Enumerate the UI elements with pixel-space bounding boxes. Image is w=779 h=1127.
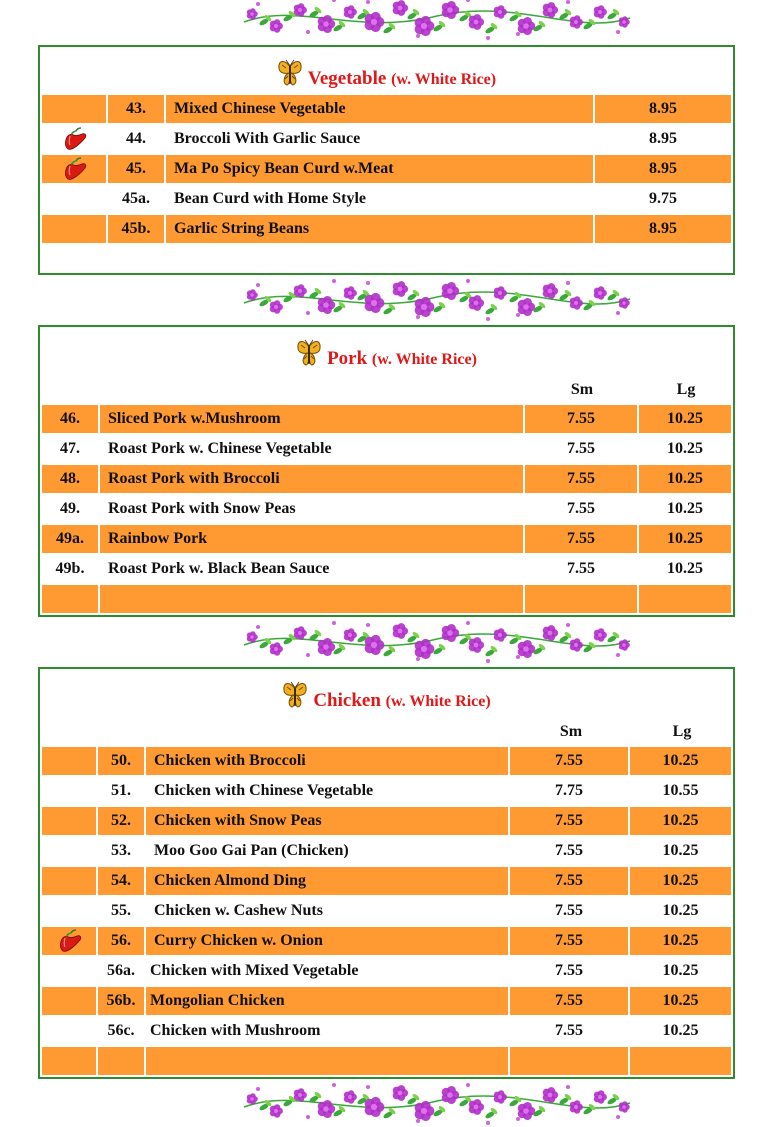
- item-price: 9.75: [649, 190, 677, 207]
- menu-row: [42, 957, 731, 985]
- item-name: Roast Pork with Broccoli: [100, 465, 523, 493]
- menu-row: [42, 777, 731, 805]
- item-number: [42, 585, 98, 613]
- price-large: [630, 1047, 731, 1075]
- price-large: 10.25: [630, 867, 731, 895]
- price-small: [510, 1047, 628, 1075]
- item-name: Chicken Almond Ding: [146, 867, 508, 895]
- item-number: 49a.: [42, 525, 98, 553]
- price-small: 7.55: [567, 440, 595, 457]
- item-number: 49.: [60, 500, 80, 517]
- column-header-lg: Lg: [676, 381, 696, 398]
- chili-pepper-icon: [60, 156, 88, 182]
- item-price: 8.95: [595, 95, 731, 123]
- menu-row: [42, 435, 731, 463]
- item-number: 45b.: [108, 215, 164, 243]
- item-name: Roast Pork with Snow Peas: [108, 500, 296, 517]
- price-small: 7.55: [525, 405, 637, 433]
- price-large: 10.25: [639, 525, 731, 553]
- section-subtitle: (w. White Rice): [371, 351, 477, 368]
- price-large: 10.25: [667, 440, 703, 457]
- price-large: 10.25: [662, 1022, 699, 1039]
- item-name: Garlic String Beans: [166, 215, 593, 243]
- menu-row: [42, 215, 731, 243]
- price-small: 7.55: [525, 525, 637, 553]
- item-number: 44.: [126, 130, 146, 147]
- item-number: 46.: [42, 405, 98, 433]
- item-name: Chicken with Chinese Vegetable: [154, 782, 374, 799]
- price-large: 10.25: [639, 465, 731, 493]
- spicy-cell: [42, 1017, 96, 1045]
- spicy-cell: [42, 777, 96, 805]
- price-small: 7.55: [510, 987, 628, 1015]
- butterfly-icon: [282, 681, 308, 709]
- pork-section: [38, 325, 735, 617]
- spicy-cell: [42, 957, 96, 985]
- menu-row: [42, 1017, 731, 1045]
- menu-row: [42, 927, 731, 955]
- spicy-cell: [42, 927, 96, 955]
- spicy-cell: [42, 987, 96, 1015]
- column-header-sm: Sm: [570, 381, 594, 398]
- menu-row: [42, 585, 731, 613]
- price-small: 7.55: [510, 927, 628, 955]
- spicy-cell: [42, 215, 106, 243]
- section-title: [40, 339, 733, 370]
- menu-row: [42, 807, 731, 835]
- item-name: Mongolian Chicken: [146, 987, 508, 1015]
- flower-garland-divider: [238, 1077, 636, 1127]
- item-name: Chicken with Mushroom: [150, 1022, 321, 1039]
- menu-row: [42, 95, 731, 123]
- item-number: 50.: [98, 747, 144, 775]
- price-small: [525, 585, 637, 613]
- section-subtitle: (w. White Rice): [391, 71, 497, 88]
- menu-row: [42, 155, 731, 183]
- price-small: 7.55: [525, 465, 637, 493]
- section-title-text: Chicken: [313, 690, 381, 711]
- price-small: 7.55: [567, 500, 595, 517]
- item-number: 47.: [60, 440, 80, 457]
- item-number: 48.: [42, 465, 98, 493]
- spicy-cell: [42, 155, 106, 183]
- item-name: Chicken with Broccoli: [146, 747, 508, 775]
- menu-row: [42, 185, 731, 213]
- spicy-cell: [42, 1047, 96, 1075]
- price-large: 10.25: [662, 902, 699, 919]
- chili-pepper-icon: [55, 928, 83, 954]
- item-number: 53.: [111, 842, 131, 859]
- item-number: 56a.: [107, 962, 135, 979]
- price-large: 10.55: [662, 782, 699, 799]
- flower-garland-divider: [238, 273, 636, 323]
- section-title-text: Pork: [327, 348, 368, 369]
- price-large: 10.25: [630, 987, 731, 1015]
- item-name: Chicken with Snow Peas: [146, 807, 508, 835]
- item-name: Chicken w. Cashew Nuts: [154, 902, 323, 919]
- item-price: 8.95: [595, 155, 731, 183]
- item-name: Mixed Chinese Vegetable: [166, 95, 593, 123]
- item-name: Sliced Pork w.Mushroom: [100, 405, 523, 433]
- item-number: 54.: [98, 867, 144, 895]
- item-number: 52.: [98, 807, 144, 835]
- price-large: 10.25: [630, 747, 731, 775]
- menu-row: [42, 747, 731, 775]
- price-small: 7.55: [567, 560, 595, 577]
- column-header-sm: Sm: [559, 723, 583, 740]
- spicy-cell: [42, 867, 96, 895]
- item-name: [146, 1047, 508, 1075]
- menu-row: [42, 555, 731, 583]
- spicy-cell: [42, 125, 106, 153]
- price-large: 10.25: [662, 842, 699, 859]
- item-name: Roast Pork w. Black Bean Sauce: [108, 560, 330, 577]
- butterfly-icon: [296, 339, 322, 367]
- item-number: [98, 1047, 144, 1075]
- flower-garland-divider: [238, 615, 636, 665]
- item-name: [100, 585, 523, 613]
- spicy-cell: [42, 747, 96, 775]
- column-header-lg: Lg: [672, 723, 692, 740]
- butterfly-icon: [277, 59, 303, 87]
- price-small: 7.55: [510, 807, 628, 835]
- item-number: 56b.: [98, 987, 144, 1015]
- flower-garland-divider: [238, 0, 636, 42]
- menu-row: [42, 897, 731, 925]
- item-name: Chicken with Mixed Vegetable: [150, 962, 359, 979]
- item-price: 8.95: [649, 130, 677, 147]
- chili-pepper-icon: [60, 126, 88, 152]
- spicy-cell: [42, 807, 96, 835]
- item-name: Moo Goo Gai Pan (Chicken): [154, 842, 349, 859]
- price-small: 7.75: [555, 782, 583, 799]
- item-name: Curry Chicken w. Onion: [146, 927, 508, 955]
- item-number: 45.: [108, 155, 164, 183]
- spicy-cell: [42, 95, 106, 123]
- item-number: 56c.: [107, 1022, 135, 1039]
- menu-row: [42, 465, 731, 493]
- price-small: 7.55: [555, 842, 583, 859]
- price-small: 7.55: [555, 902, 583, 919]
- menu-row: [42, 125, 731, 153]
- section-title-text: Vegetable: [307, 68, 387, 89]
- item-name: Ma Po Spicy Bean Curd w.Meat: [166, 155, 593, 183]
- chicken-section: [38, 667, 735, 1079]
- menu-row: [42, 987, 731, 1015]
- section-subtitle: (w. White Rice): [385, 693, 491, 710]
- price-large: 10.25: [630, 807, 731, 835]
- item-number: 43.: [108, 95, 164, 123]
- spicy-cell: [42, 897, 96, 925]
- spicy-cell: [42, 837, 96, 865]
- price-large: 10.25: [667, 500, 703, 517]
- price-large: [639, 585, 731, 613]
- item-number: 51.: [111, 782, 131, 799]
- price-small: 7.55: [510, 867, 628, 895]
- price-small: 7.55: [510, 747, 628, 775]
- item-name: Broccoli With Garlic Sauce: [174, 130, 361, 147]
- menu-row: [42, 405, 731, 433]
- vegetable-section: [38, 45, 735, 275]
- price-large: 10.25: [667, 560, 703, 577]
- item-number: 56.: [98, 927, 144, 955]
- spicy-cell: [42, 185, 106, 213]
- item-number: 55.: [111, 902, 131, 919]
- menu-row: [42, 495, 731, 523]
- item-price: 8.95: [595, 215, 731, 243]
- item-name: Roast Pork w. Chinese Vegetable: [108, 440, 332, 457]
- item-name: Rainbow Pork: [100, 525, 523, 553]
- item-number: 45a.: [122, 190, 150, 207]
- section-title: [40, 681, 733, 712]
- price-large: 10.25: [639, 405, 731, 433]
- menu-row: [42, 525, 731, 553]
- menu-row: [42, 1047, 731, 1075]
- menu-row: [42, 837, 731, 865]
- price-large: 10.25: [662, 962, 699, 979]
- price-small: 7.55: [555, 962, 583, 979]
- price-small: 7.55: [555, 1022, 583, 1039]
- item-name: Bean Curd with Home Style: [174, 190, 366, 207]
- section-title: [40, 59, 733, 90]
- price-large: 10.25: [630, 927, 731, 955]
- menu-row: [42, 867, 731, 895]
- item-number: 49b.: [55, 560, 85, 577]
